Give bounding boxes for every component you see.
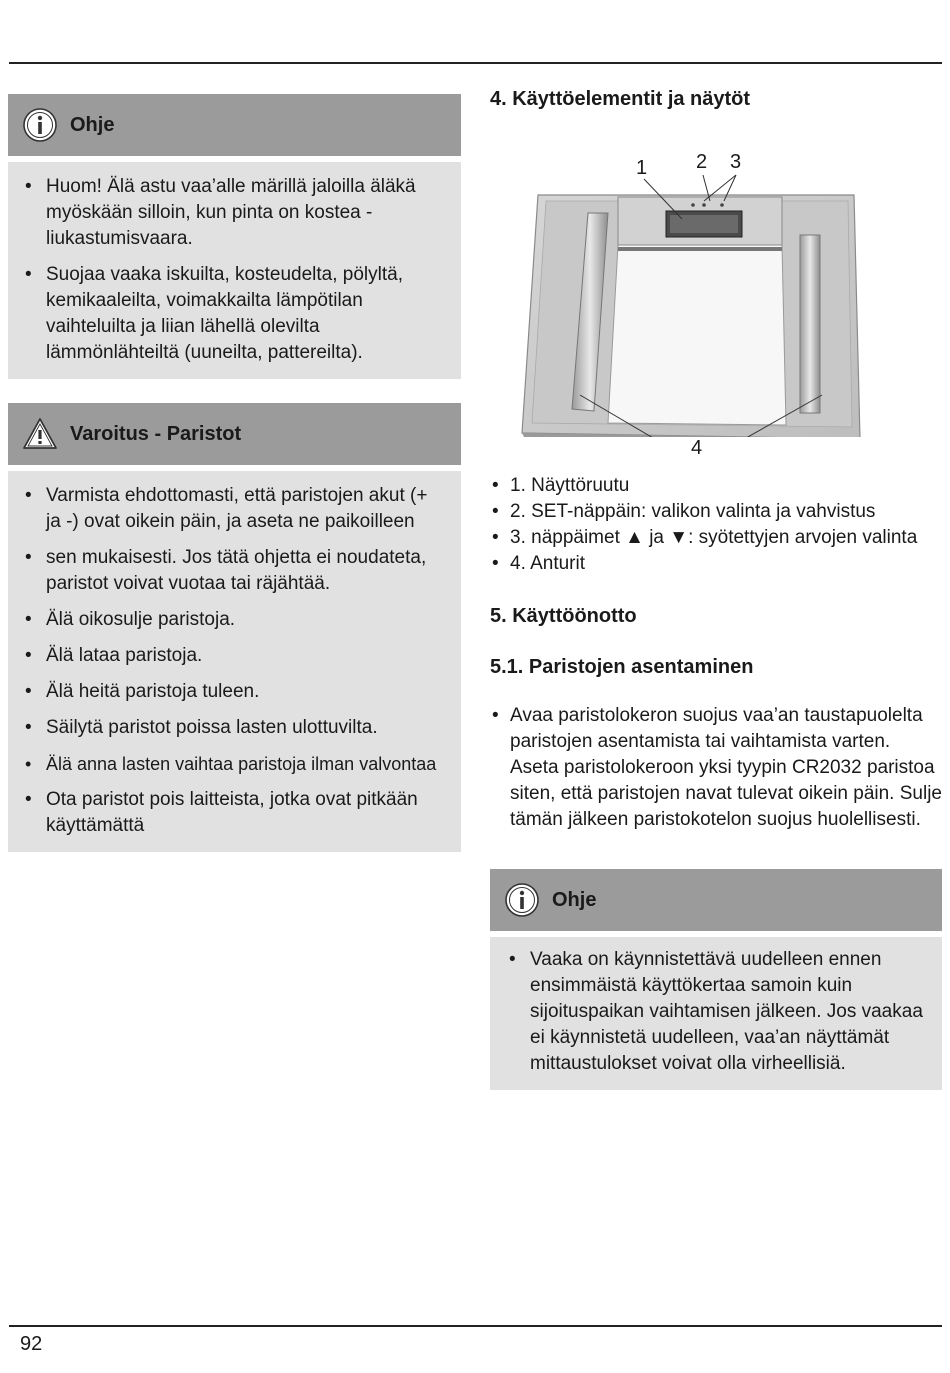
note-box-2-title: Ohje	[552, 888, 597, 911]
list-item: • sen mukaisesti. Jos tätä ohjetta ei noudateta, paristot voivat vuotaa tai räjähtää.	[22, 545, 447, 597]
bottom-rule	[9, 1325, 942, 1327]
warning-box-header	[8, 403, 461, 465]
note-box	[8, 94, 461, 379]
warning-triangle-icon	[22, 416, 58, 452]
list-item: • Älä oikosulje paristoja.	[22, 607, 447, 633]
callout-3: 3	[730, 151, 742, 173]
list-item: • 3. näppäimet ▲ ja ▼: syötettyjen arvojen valinta	[490, 525, 942, 551]
section-5-heading: 5. Käyttöönotto	[490, 605, 637, 627]
note-box-body	[8, 162, 461, 379]
section-5-1-heading: 5.1. Paristojen asentaminen	[490, 656, 754, 678]
callout-2: 2	[696, 151, 708, 173]
list-item: • Huom! Älä astu vaa’alle märillä jaloilla äläkä myöskään silloin, kun pinta on kostea - liukastumisvaara.	[22, 174, 447, 252]
page-number: 92	[20, 1333, 43, 1355]
top-rule	[9, 62, 942, 64]
callout-1: 1	[636, 157, 648, 179]
control-elements-list	[490, 473, 942, 577]
list-item: • Älä heitä paristoja tuleen.	[22, 679, 447, 705]
list-item: • Älä anna lasten vaihtaa paristoja ilman valvontaa	[22, 751, 447, 777]
note-box-2-body	[490, 937, 942, 1090]
info-icon	[504, 882, 540, 918]
warning-box-body	[8, 471, 461, 852]
section-4-heading: 4. Käyttöelementit ja näytöt	[490, 88, 751, 110]
callout-4: 4	[691, 437, 703, 459]
list-item: • Avaa paristolokeron suojus vaa’an taustapuolelta paristojen asentamista tai vaihtamista varten. Aseta paristolokeroon yksi tyypin CR2032 paristoa siten, että paristojen navat tulevat oikein päin. Sulje tämän jälkeen paristokotelon suojus huolellisesti.	[490, 703, 942, 833]
warning-box	[8, 403, 461, 852]
right-column	[490, 88, 942, 1090]
list-item: • Ota paristot pois laitteista, jotka ovat pitkään käyttämättä	[22, 787, 447, 839]
info-icon	[22, 107, 58, 143]
list-item: • Suojaa vaaka iskuilta, kosteudelta, pölyltä, kemikaaleilta, voimakkailta lämpötilan vaihteluilta ja liian lähellä olevilta lämmönlähteiltä (uuneilta, pattereilta).	[22, 262, 447, 366]
list-item: • Säilytä paristot poissa lasten ulottuvilta.	[22, 715, 447, 741]
warning-box-title: Varoitus - Paristot	[70, 422, 242, 445]
scale-illustration	[490, 117, 942, 437]
list-item: • Varmista ehdottomasti, että paristojen akut (+ ja -) ovat oikein päin, ja aseta ne paikoilleen	[22, 483, 447, 535]
note-box-header	[8, 94, 461, 156]
list-item: • 1. Näyttöruutu	[490, 473, 942, 499]
note-box-2-header	[490, 869, 942, 931]
battery-install-list	[490, 703, 942, 833]
list-item: • Vaaka on käynnistettävä uudelleen ennen ensimmäistä käyttökertaa samoin kuin sijoituspaikan vaihtamisen jälkeen. Jos vaakaa ei käynnistetä uudelleen, vaa’an näyttämät mittaustulokset voivat olla virheellisiä.	[506, 947, 928, 1077]
note-box-2	[490, 869, 942, 1090]
scale-diagram	[490, 117, 942, 459]
note-box-title: Ohje	[70, 113, 115, 136]
list-item: • 2. SET-näppäin: valikon valinta ja vahvistus	[490, 499, 942, 525]
list-item: • Älä lataa paristoja.	[22, 643, 447, 669]
list-item: • 4. Anturit	[490, 551, 942, 577]
left-column	[8, 94, 461, 852]
